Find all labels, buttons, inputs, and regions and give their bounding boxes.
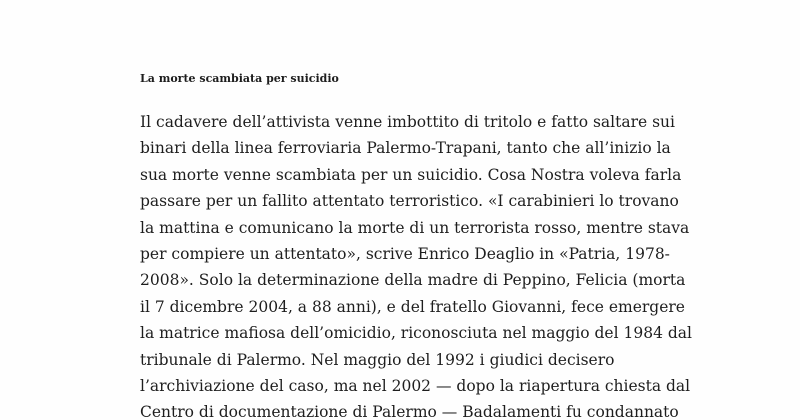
- text-line: binari della linea ferroviaria Palermo-Trapani, tanto che all’inizio la: [140, 139, 671, 158]
- body-text: [140, 109, 780, 420]
- section-heading: La morte scambiata per suicidio: [140, 72, 339, 85]
- text-line: il 7 dicembre 2004, a 88 anni), e del fratello Giovanni, fece emergere: [140, 297, 685, 316]
- text-line: per compiere un attentato», scrive Enrico Deaglio in «Patria, 1978-: [140, 245, 670, 264]
- text-line: passare per un fallito attentato terroristico. «I carabinieri lo trovano: [140, 192, 679, 211]
- text-line: la mattina e comunicano la morte di un terrorista rosso, mentre stava: [140, 218, 690, 237]
- text-line: l’archiviazione del caso, ma nel 2002 — dopo la riapertura chiesta dal: [140, 377, 691, 396]
- text-line: 2008». Solo la determinazione della madre di Peppino, Felicia (morta: [140, 271, 686, 290]
- text-line: Centro di documentazione di Palermo — Badalamenti fu condannato: [140, 403, 679, 420]
- text-line: sua morte venne scambiata per un suicidio. Cosa Nostra voleva farla: [140, 165, 682, 184]
- text-line: Il cadavere dell’attivista venne imbottito di tritolo e fatto saltare sui: [140, 113, 675, 131]
- text-line: tribunale di Palermo. Nel maggio del 1992 i giudici decisero: [140, 350, 615, 369]
- text-line: la matrice mafiosa dell’omicidio, riconosciuta nel maggio del 1984 dal: [140, 324, 692, 343]
